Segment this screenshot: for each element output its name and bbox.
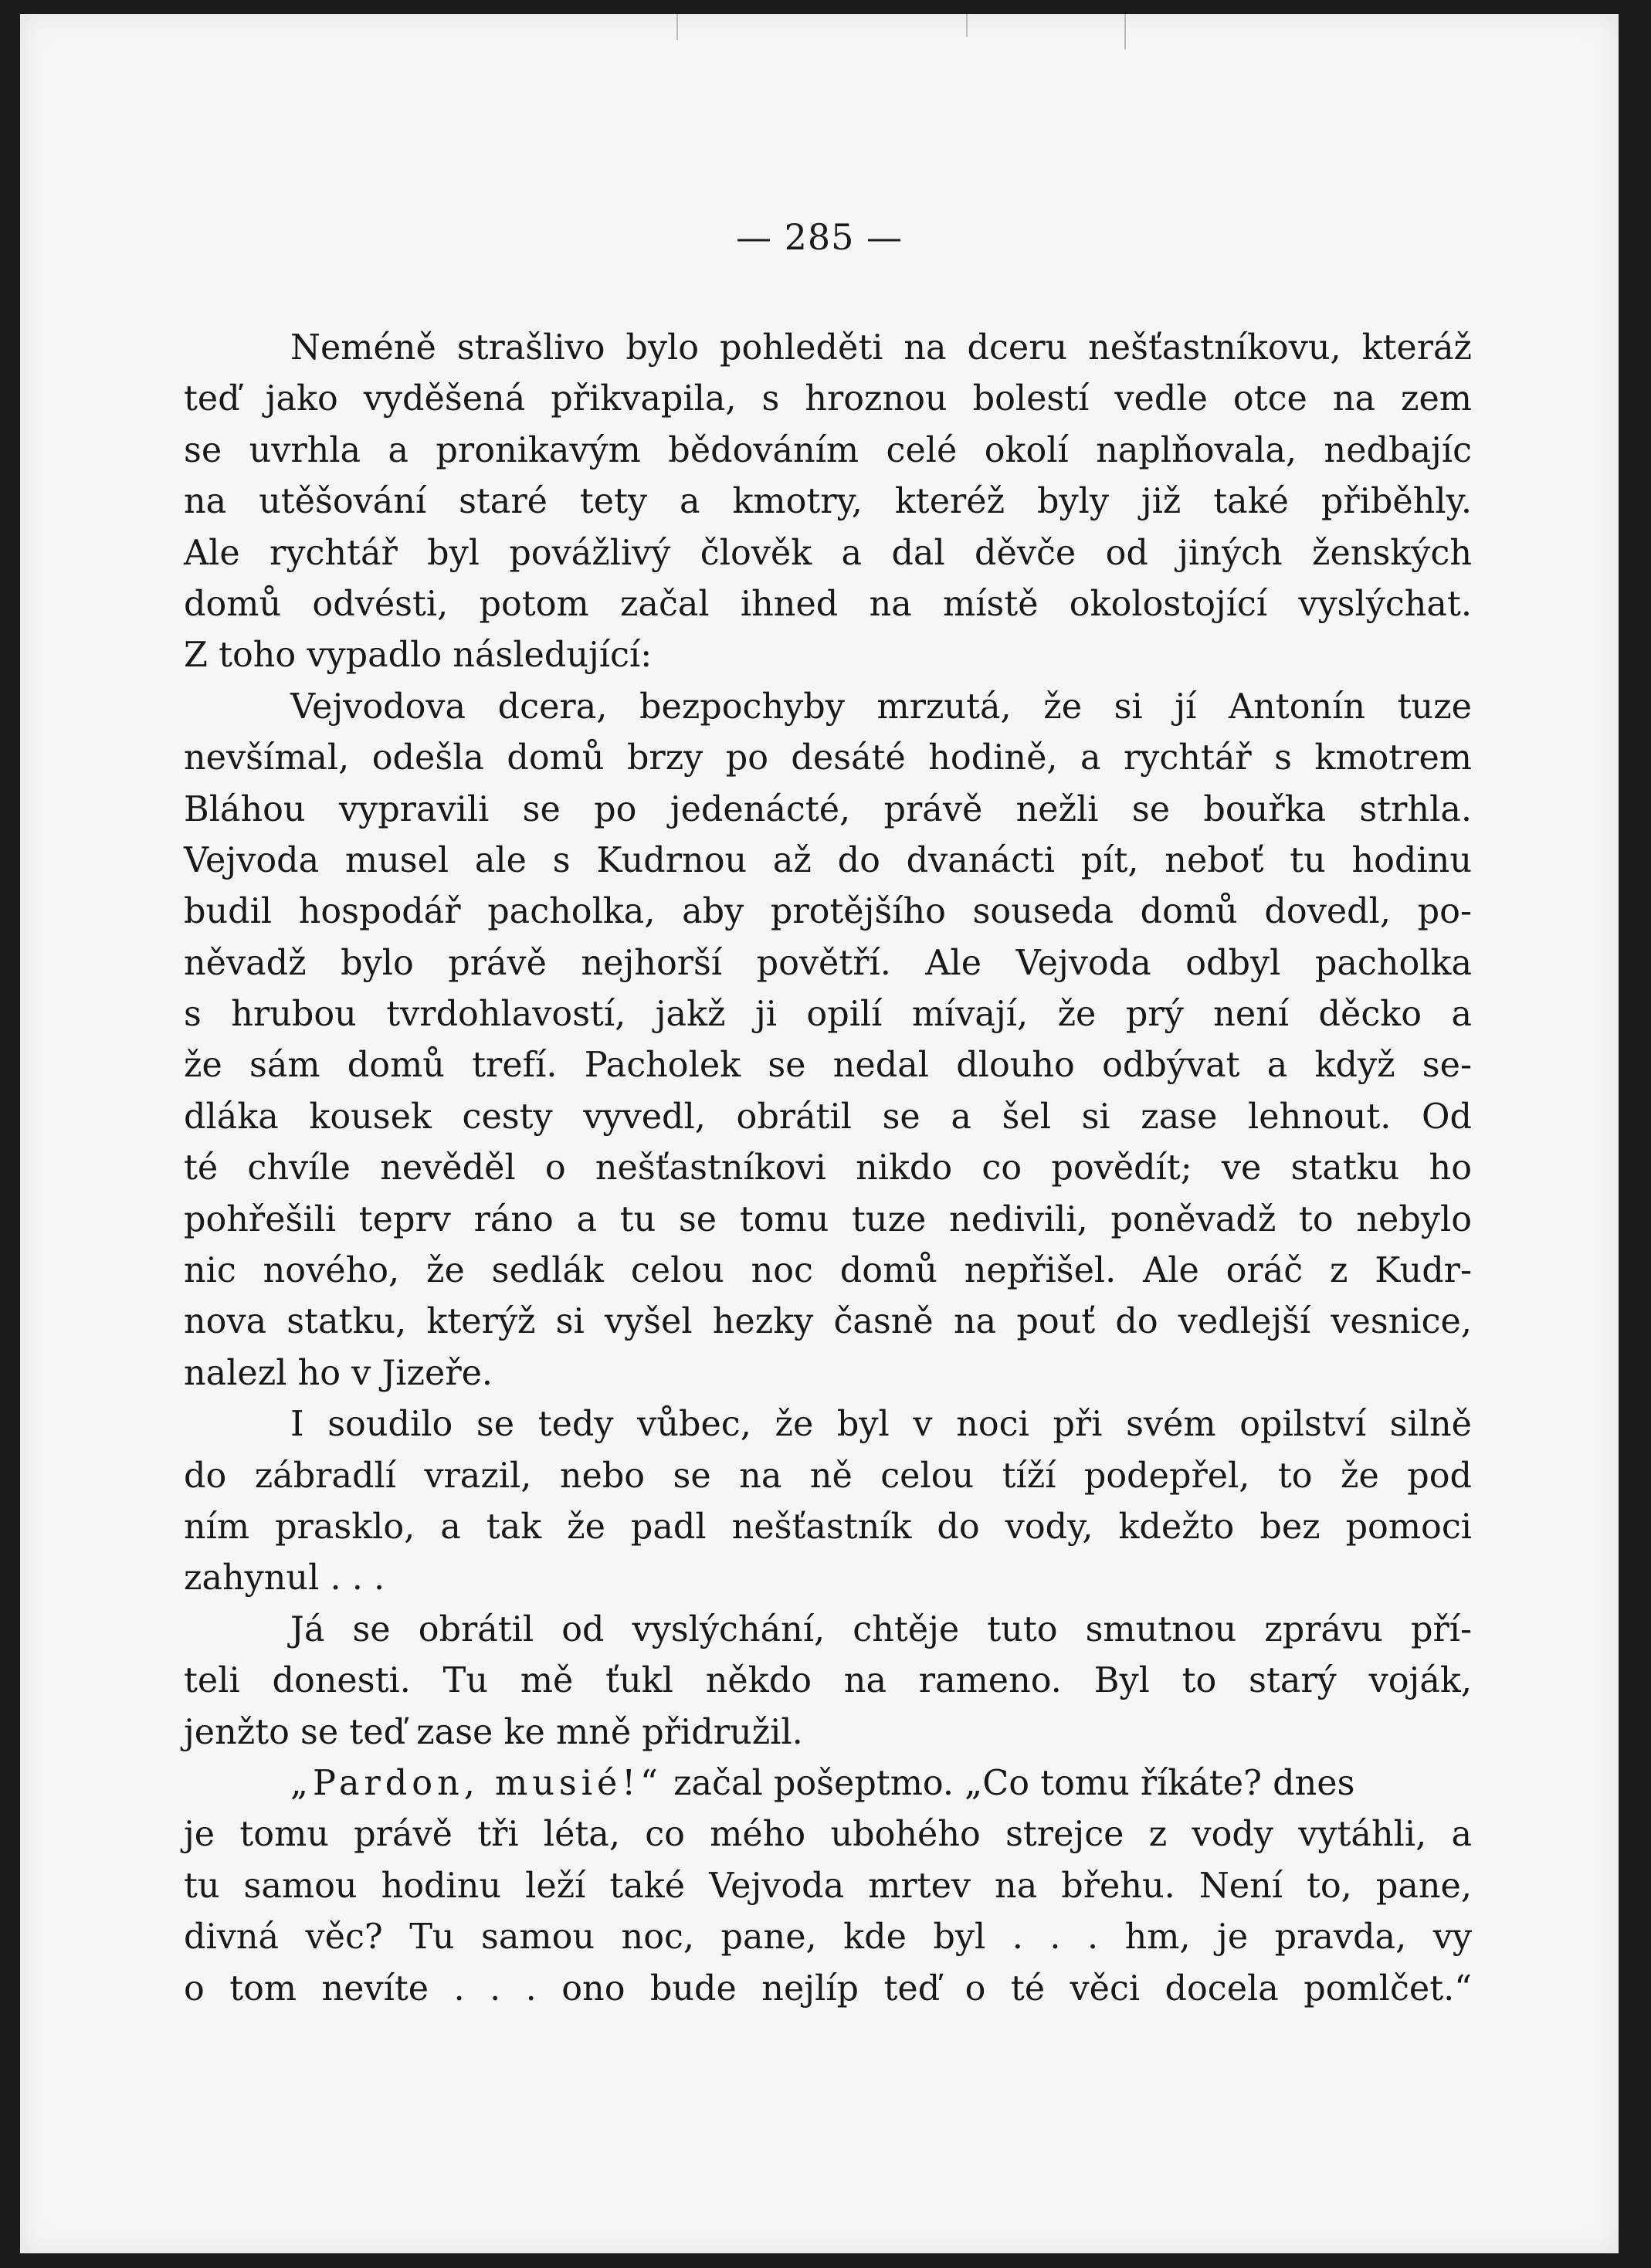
- text-line: do zábradlí vrazil, nebo se na ně celou tíží podepřel, to že pod: [184, 1456, 1472, 1496]
- text-line: Bláhou vypravili se po jedenácté, právě nežli se bouřka strhla.: [184, 789, 1472, 829]
- text-line: nevšímal, odešla domů brzy po desáté hodině, a rychtář s kmotrem: [184, 738, 1472, 778]
- text-line: Já se obrátil od vyslýchání, chtěje tuto smutnou zprávu pří-: [290, 1609, 1472, 1649]
- text-line: té chvíle nevěděl o nešťastníkovi nikdo co povědít; ve statku ho: [184, 1148, 1472, 1188]
- text-line: je tomu právě tři léta, co mého ubohého strejce z vody vytáhli, a: [184, 1815, 1472, 1855]
- text-line: Neméně strašlivo bylo pohleděti na dceru nešťastníkovu, kteráž: [290, 328, 1472, 368]
- text-line: teli donesti. Tu mě ťukl někdo na rameno. Byl to starý voják,: [184, 1661, 1472, 1701]
- body-text: [184, 323, 1472, 2015]
- text-line: divná věc? Tu samou noc, pane, kde byl . . . hm, je pravda, vy: [184, 1917, 1472, 1958]
- text-line: Z toho vypadlo následující:: [184, 636, 653, 676]
- text-line: nova statku, kterýž si vyšel hezky časně na pouť do vedlejší vesnice,: [184, 1302, 1472, 1342]
- text-line: Vejvodova dcera, bezpochyby mrzutá, že si jí Antonín tuze: [290, 687, 1472, 727]
- quoted-greeting: „Pardon, musié!“: [290, 1763, 663, 1803]
- text-line: dláka kousek cesty vyvedl, obrátil se a šel si zase lehnout. Od: [184, 1097, 1472, 1137]
- text-line: ním prasklo, a tak že padl nešťastník do vody, kdežto bez pomoci: [184, 1507, 1472, 1547]
- text-line: pohřešili teprv ráno a tu se tomu tuze nedivili, poněvadž to nebylo: [184, 1199, 1472, 1239]
- text-line-rest: začal pošeptmo. „Co tomu říkáte? dnes: [662, 1763, 1355, 1803]
- text-line: I soudilo se tedy vůbec, že byl v noci při svém opilství silně: [290, 1405, 1472, 1445]
- book-page: [20, 14, 1619, 2253]
- text-line: že sám domů trefí. Pacholek se nedal dlouho odbývat a když se-: [184, 1046, 1472, 1086]
- text-line: o tom nevíte . . . ono bude nejlíp teď o té věci docela pomlčet.“: [184, 1968, 1472, 2009]
- page-number: — 285 —: [735, 216, 903, 258]
- text-line: na utěšování staré tety a kmotry, kteréž byly již také přiběhly.: [184, 482, 1472, 522]
- text-line: teď jako vyděšená přikvapila, s hroznou bolestí vedle otce na zem: [184, 379, 1472, 419]
- text-line: tu samou hodinu leží také Vejvoda mrtev na břehu. Není to, pane,: [184, 1866, 1472, 1906]
- text-line: s hrubou tvrdohlavostí, jakž ji opilí mívají, že prý není děcko a: [184, 995, 1472, 1035]
- text-line: budil hospodář pacholka, aby protějšího souseda domů dovedl, po-: [184, 892, 1472, 932]
- scan-artifact-top: [966, 14, 968, 37]
- text-line: nic nového, že sedlák celou noc domů nepřišel. Ale oráč z Kudr-: [184, 1251, 1472, 1291]
- text-line: se uvrhla a pronikavým bědováním celé okolí naplňovala, nedbajíc: [184, 430, 1472, 470]
- text-line: Vejvoda musel ale s Kudrnou až do dvanácti pít, neboť tu hodinu: [184, 840, 1472, 880]
- text-line: něvadž bylo právě nejhorší povětří. Ale Vejvoda odbyl pacholka: [184, 943, 1472, 983]
- text-line: Ale rychtář byl povážlivý člověk a dal děvče od jiných ženských: [184, 533, 1472, 573]
- text-line: domů odvésti, potom začal ihned na místě okolostojící vyslýchat.: [184, 584, 1472, 624]
- scan-artifact-top: [1124, 14, 1126, 49]
- text-line: jenžto se teď zase ke mně přidružil.: [184, 1712, 803, 1752]
- text-line: zahynul . . .: [184, 1558, 385, 1598]
- text-line: nalezl ho v Jizeře.: [184, 1353, 493, 1393]
- text-line: [184, 1758, 1472, 1809]
- scan-artifact-top: [676, 14, 678, 40]
